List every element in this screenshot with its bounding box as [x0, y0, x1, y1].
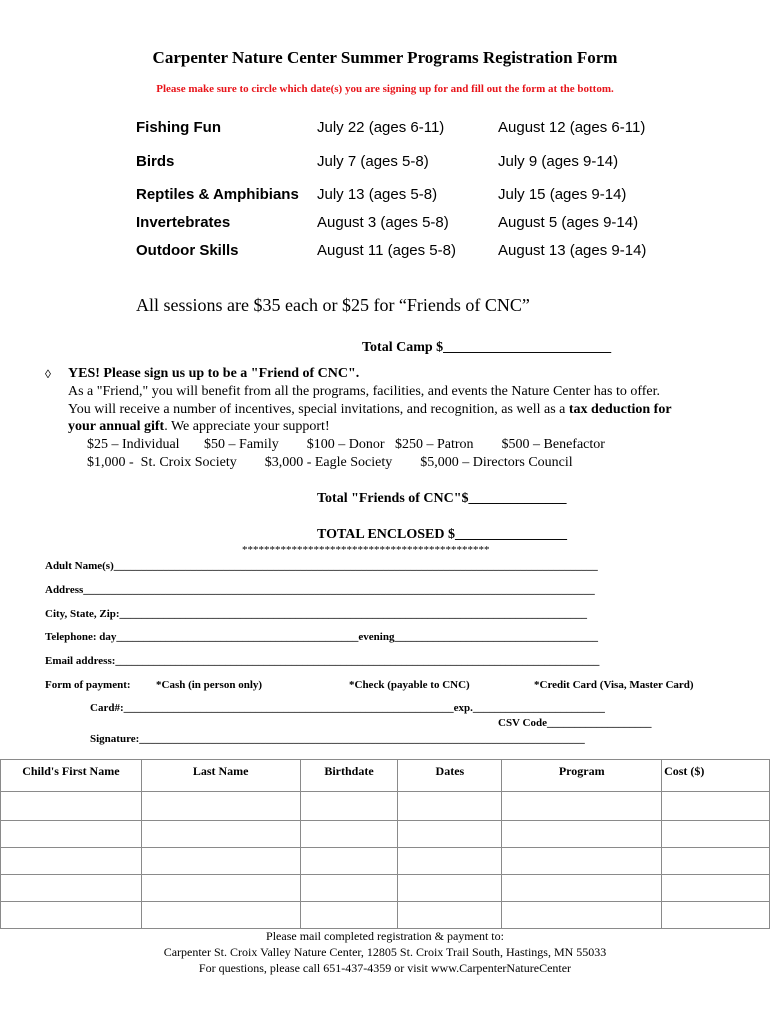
- total-camp-field[interactable]: Total Camp $________________________: [362, 340, 612, 355]
- annual-gift-text: your annual gift: [68, 419, 165, 434]
- separator-stars: *********************************************: [242, 544, 490, 556]
- table-cell[interactable]: [141, 821, 300, 848]
- table-row[interactable]: [1, 848, 770, 875]
- csv-code-field[interactable]: CSV Code___________________: [498, 717, 652, 729]
- table-cell[interactable]: [1, 875, 142, 902]
- program-name-reptiles-amphibians: Reptiles & Amphibians: [136, 186, 299, 203]
- friends-benefits-line: As a "Friend," you will benefit from all the programs, facilities, and events the Nature Center has to offer.: [68, 384, 661, 399]
- child-registration-table: [0, 759, 770, 929]
- table-cell[interactable]: [300, 875, 398, 902]
- table-cell[interactable]: [300, 821, 398, 848]
- program-date-1: July 22 (ages 6-11): [317, 119, 445, 136]
- table-cell[interactable]: [662, 848, 770, 875]
- table-cell[interactable]: [141, 902, 300, 929]
- table-cell[interactable]: [662, 875, 770, 902]
- table-cell[interactable]: [300, 792, 398, 821]
- table-cell[interactable]: [398, 792, 502, 821]
- table-cell[interactable]: [141, 848, 300, 875]
- program-date-1: July 13 (ages 5-8): [317, 186, 438, 203]
- footer-mail-instructions: Please mail completed registration & payment to:: [266, 929, 504, 943]
- table-cell[interactable]: [300, 902, 398, 929]
- table-cell[interactable]: [662, 902, 770, 929]
- table-cell[interactable]: [300, 848, 398, 875]
- table-row[interactable]: [1, 821, 770, 848]
- membership-levels-row-2: $1,000 - St. Croix Society $3,000 - Eagle Society $5,000 – Directors Council: [87, 455, 573, 470]
- table-row[interactable]: [1, 902, 770, 929]
- table-header-row: [1, 760, 770, 792]
- email-field[interactable]: Email address:________________________________________________________________________________________: [45, 655, 600, 667]
- column-header-birthdate: Birthdate: [300, 760, 398, 792]
- total-enclosed-field[interactable]: TOTAL ENCLOSED $________________: [317, 527, 567, 542]
- program-name-fishing-fun: Fishing Fun: [136, 119, 221, 136]
- table-cell[interactable]: [1, 792, 142, 821]
- table-cell[interactable]: [398, 875, 502, 902]
- table-cell[interactable]: [662, 792, 770, 821]
- signature-field[interactable]: Signature:_________________________________________________________________________________: [90, 733, 585, 745]
- diamond-bullet-icon[interactable]: ◊: [45, 367, 51, 381]
- program-date-2: August 13 (ages 9-14): [498, 242, 647, 259]
- appreciation-text: . We appreciate your support!: [164, 419, 330, 434]
- table-cell[interactable]: [141, 792, 300, 821]
- circle-dates-notice: Please make sure to circle which date(s) you are signing up for and fill out the form at the bottom.: [156, 83, 614, 95]
- telephone-field[interactable]: Telephone: day____________________________________________evening_____________________________________: [45, 631, 598, 643]
- table-cell[interactable]: [398, 902, 502, 929]
- friends-appreciation-line: [68, 419, 330, 435]
- column-header-last-name: Last Name: [141, 760, 300, 792]
- card-number-field[interactable]: Card#:____________________________________________________________exp.________________________: [90, 702, 605, 714]
- city-state-zip-field[interactable]: City, State, Zip:_____________________________________________________________________________________: [45, 608, 588, 620]
- table-cell[interactable]: [398, 821, 502, 848]
- program-date-2: August 5 (ages 9-14): [498, 214, 639, 231]
- table-cell[interactable]: [1, 902, 142, 929]
- payment-label: Form of payment:: [45, 679, 131, 691]
- friends-incentives-text: You will receive a number of incentives, special invitations, and recognition, as well as a: [68, 402, 569, 417]
- table-cell[interactable]: [502, 902, 662, 929]
- table-cell[interactable]: [141, 875, 300, 902]
- column-header-child-first-name: Child's First Name: [1, 760, 142, 792]
- program-date-1: August 3 (ages 5-8): [317, 214, 449, 231]
- payment-cash-option[interactable]: *Cash (in person only): [156, 679, 263, 691]
- payment-credit-option[interactable]: *Credit Card (Visa, Master Card): [534, 679, 694, 691]
- program-date-2: July 15 (ages 9-14): [498, 186, 627, 203]
- adult-names-field[interactable]: Adult Name(s)________________________________________________________________________________________: [45, 560, 598, 572]
- friends-incentives-line: [68, 402, 672, 418]
- table-cell[interactable]: [502, 792, 662, 821]
- table-cell[interactable]: [502, 821, 662, 848]
- table-cell[interactable]: [502, 875, 662, 902]
- form-title: Carpenter Nature Center Summer Programs Registration Form: [152, 48, 618, 67]
- program-date-2: July 9 (ages 9-14): [498, 153, 619, 170]
- program-date-2: August 12 (ages 6-11): [498, 119, 646, 136]
- program-date-1: August 11 (ages 5-8): [317, 242, 456, 259]
- footer-contact-info: For questions, please call 651-437-4359 or visit www.CarpenterNatureCenter: [198, 961, 572, 975]
- pricing-statement: All sessions are $35 each or $25 for “Friends of CNC”: [136, 295, 530, 315]
- program-name-birds: Birds: [136, 153, 175, 170]
- membership-levels-row-1: $25 – Individual $50 – Family $100 – Donor $250 – Patron $500 – Benefactor: [87, 437, 605, 452]
- address-field[interactable]: Address_____________________________________________________________________________________________: [45, 584, 595, 596]
- payment-check-option[interactable]: *Check (payable to CNC): [349, 679, 470, 691]
- column-header-dates: Dates: [398, 760, 502, 792]
- program-name-invertebrates: Invertebrates: [136, 214, 231, 231]
- column-header-program: Program: [502, 760, 662, 792]
- column-header-cost: Cost ($): [662, 760, 770, 792]
- table-cell[interactable]: [662, 821, 770, 848]
- table-row[interactable]: [1, 875, 770, 902]
- table-cell[interactable]: [1, 821, 142, 848]
- table-cell[interactable]: [502, 848, 662, 875]
- friends-heading: YES! Please sign us up to be a "Friend of CNC".: [68, 366, 360, 381]
- table-row[interactable]: [1, 792, 770, 821]
- footer-mailing-address: Carpenter St. Croix Valley Nature Center, 12805 St. Croix Trail South, Hastings, MN 55033: [163, 945, 607, 959]
- table-cell[interactable]: [1, 848, 142, 875]
- table-cell[interactable]: [398, 848, 502, 875]
- program-date-1: July 7 (ages 5-8): [317, 153, 429, 170]
- tax-deduction-text: tax deduction for: [568, 402, 672, 417]
- total-friends-field[interactable]: Total "Friends of CNC"$______________: [317, 491, 567, 506]
- program-name-outdoor-skills: Outdoor Skills: [136, 242, 239, 259]
